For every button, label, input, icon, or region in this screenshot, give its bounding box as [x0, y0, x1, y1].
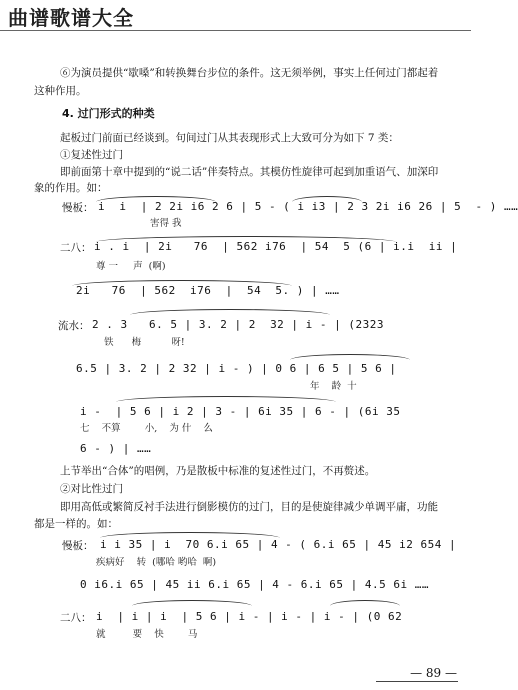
slur [132, 600, 252, 606]
score-line: 2 . 3 6. 5 | 3. 2 | 2 32 | i - | (2323 [92, 318, 385, 331]
score-label-erba: 二八： [60, 242, 92, 254]
score-line: i . i | 2i 76 | 562 i76 | 54 5 (6 | i.i ii | [94, 240, 458, 253]
header-divider [0, 30, 471, 31]
slur [290, 354, 410, 360]
lyrics-line: 年 龄 十 [310, 381, 357, 392]
page-number: — 89 — [410, 666, 457, 680]
slur [130, 309, 330, 315]
lyrics-line: 铁 梅 呀! [104, 337, 185, 348]
paragraph-3-line-2: 象的作用。如： [34, 182, 108, 194]
section-title: 4. 过门形式的种类 [62, 107, 155, 120]
score-label-erba: 二八： [60, 612, 92, 624]
score-line: 6 - ) | …… [80, 442, 152, 455]
score-line: i - | 5 6 | i 2 | 3 - | 6i 35 | 6 - | (6i 35 [80, 405, 401, 418]
score-label-manban: 慢板： [62, 540, 94, 552]
slur [330, 600, 400, 606]
lyrics-line: 害得 我 [150, 218, 182, 229]
score-line: i i | 2 2i i6 2 6 | 5 - ( i i3 | 2 3 2i i6 26 | 5 - ) …… [98, 200, 518, 213]
paragraph-2: 起板过门前面已经谈到。句间过门从其表现形式上大致可分为如下 7 类： [60, 132, 399, 144]
score-line: 6.5 | 3. 2 | 2 32 | i - ) | 0 6 | 6 5 | 5 6 | [76, 362, 397, 375]
paragraph-1-line-2: 这种作用。 [34, 85, 87, 97]
header-title: 曲谱歌谱大全 [8, 6, 134, 30]
paragraph-3-line-1: 即前面第十章中提到的“说二话”伴奏特点。其模仿性旋律可起到加重语气、加深印 [60, 166, 439, 178]
score-label-liushui: 流水： [58, 320, 90, 332]
paragraph-4: 上节举出“合体”的唱例，乃是散板中标准的复述性过门，不再赘述。 [60, 465, 376, 477]
score-line: i i 35 | i 70 6.i 65 | 4 - ( 6.i 65 | 45 i2 654 | [100, 538, 457, 551]
page-number-value: 89 [425, 666, 442, 680]
score-line: 0 i6.i 65 | 45 ii 6.i 65 | 4 - 6.i 65 | 4.5 6i …… [80, 578, 430, 591]
paragraph-1-line-1: ⑥为演员提供“歇嗓”和转换舞台步位的条件。这无须举例，事实上任何过门都起着 [60, 67, 439, 79]
score-line: i | i | i | 5 6 | i - | i - | i - | (0 62 [96, 610, 403, 623]
lyrics-line: 七 不算 小, 为 什 么 [80, 423, 213, 434]
item-2-title: ②对比性过门 [60, 483, 123, 495]
slur [116, 396, 336, 402]
lyrics-line: 尊 一 声 (啊) [96, 261, 166, 272]
footer-divider [376, 681, 458, 682]
paragraph-5-line-1: 即用高低或繁简反衬手法进行倒影模仿的过门，目的是使旋律减少单调平庸，功能 [60, 501, 438, 513]
score-label-manban: 慢板： [62, 202, 94, 214]
lyrics-line: 疾病好 转 (哪哈 哟哈 啊) [96, 557, 217, 568]
lyrics-line: 就 要 快 马 [96, 629, 198, 640]
item-1-title: ①复述性过门 [60, 149, 123, 161]
score-line: 2i 76 | 562 i76 | 54 5. ) | …… [76, 284, 340, 297]
paragraph-5-line-2: 都是一样的。如： [34, 518, 118, 530]
